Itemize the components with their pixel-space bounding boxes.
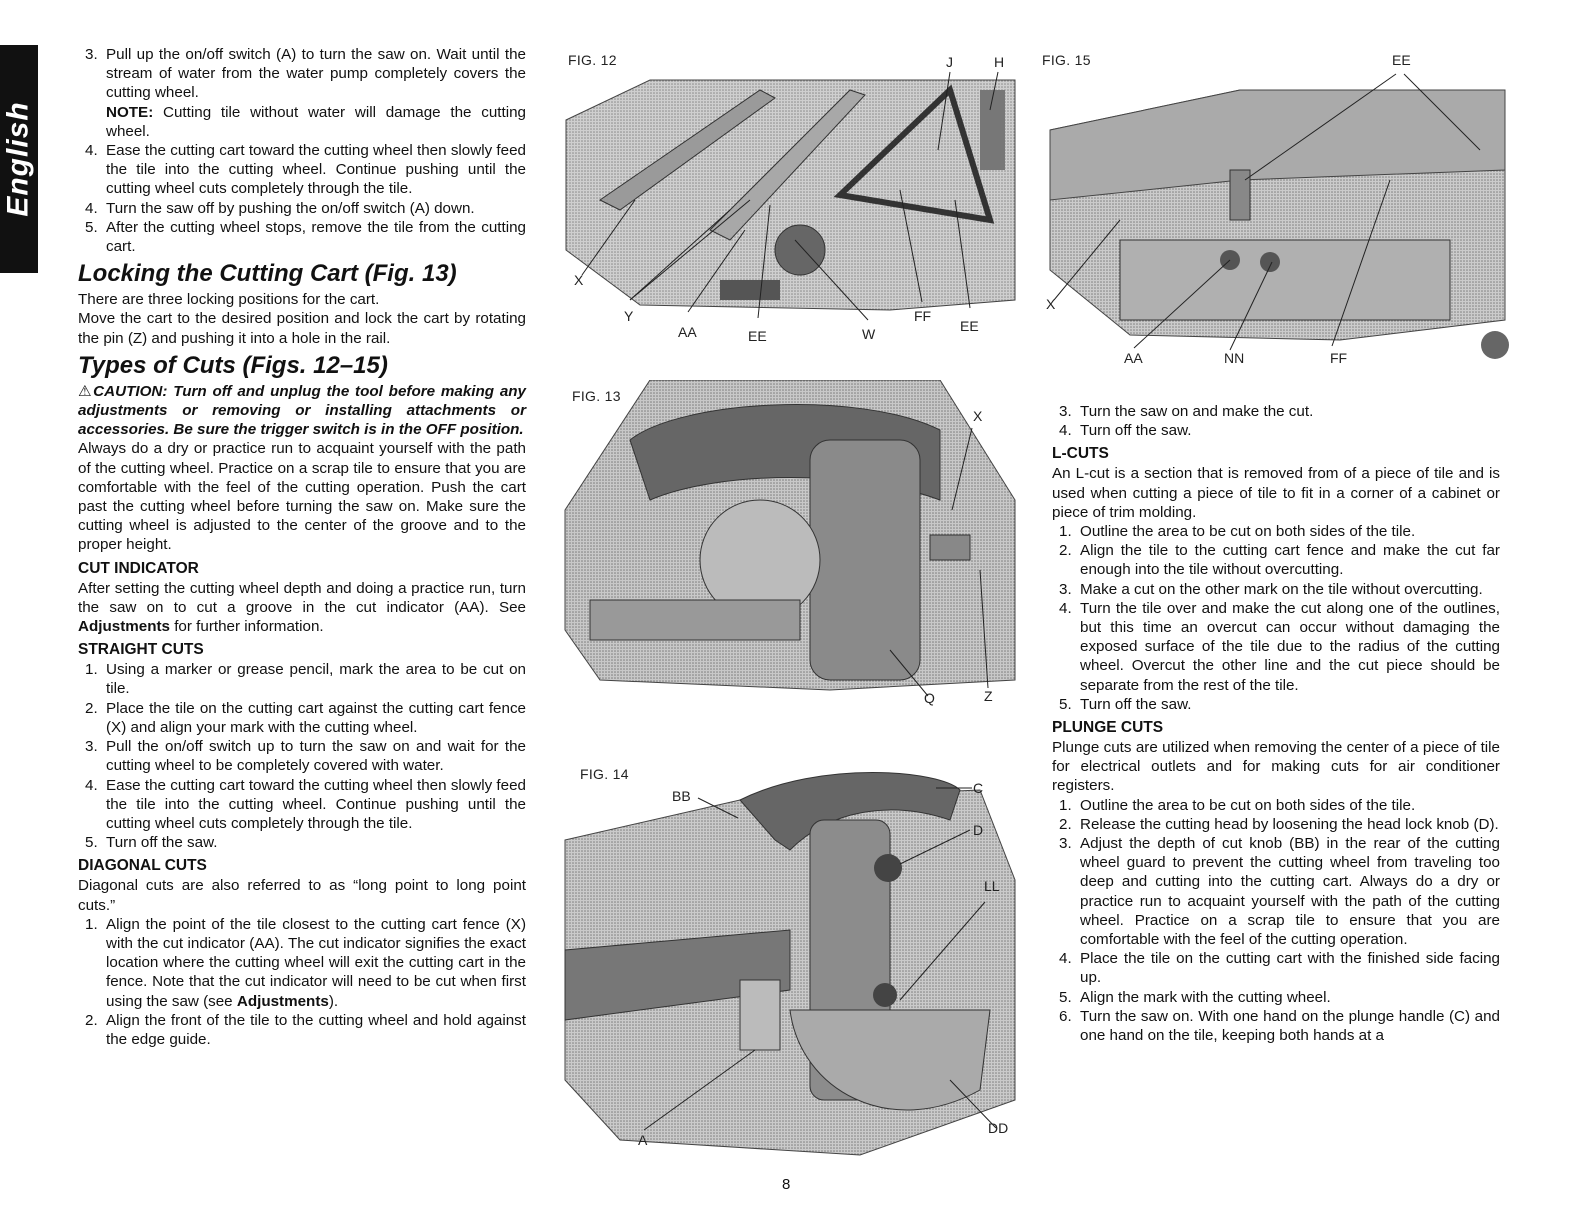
callout-a: A	[638, 1132, 648, 1148]
list-item: 3. Pull up the on/off switch (A) to turn the saw on. Wait until the stream of water from the water pump completely covers the cutting wheel.	[85, 46, 526, 102]
figure-12	[560, 50, 1020, 350]
figure-15	[1040, 50, 1510, 380]
callout-h: H	[994, 54, 1005, 70]
callout-y: Y	[624, 308, 634, 324]
note: NOTE: Cutting tile without water will damage the cutting wheel.	[106, 103, 526, 140]
figure-label: FIG. 13	[572, 388, 621, 404]
callout-ee: EE	[748, 328, 767, 344]
list-item: 5. After the cutting wheel stops, remove the tile from the cutting cart.	[85, 218, 526, 256]
callout-j: J	[946, 54, 953, 70]
list-item: 1. Using a marker or grease pencil, mark the area to be cut on tile.	[85, 661, 526, 698]
callout-d: D	[973, 822, 984, 838]
straight-cuts-heading: STRAIGHT CUTS	[78, 641, 204, 659]
callout-nn: NN	[1224, 350, 1245, 366]
list-item: 4. Ease the cutting cart toward the cutting wheel then slowly feed the tile into the cutting wheel. Continue pushing until the cutting wheel cuts completely through the tile.	[85, 142, 526, 198]
callout-aa: AA	[678, 324, 697, 340]
list-item: 4. Turn off the saw.	[1059, 422, 1192, 440]
figure-label: FIG. 15	[1042, 52, 1091, 68]
list-item: 5. Turn off the saw.	[1059, 695, 1192, 713]
callout-x: X	[574, 272, 584, 288]
list-item: 1. Outline the area to be cut on both sides of the tile.	[1059, 523, 1416, 541]
callout-ee: EE	[1392, 52, 1411, 68]
callout-x: X	[1046, 296, 1056, 312]
callout-ff: FF	[914, 308, 932, 324]
locking-heading: Locking the Cutting Cart (Fig. 13)	[78, 260, 457, 288]
language-tab-label: English	[2, 101, 35, 217]
figure-label: FIG. 12	[568, 52, 617, 68]
figure-13	[560, 380, 1020, 730]
figure-13-illustration	[560, 380, 1020, 730]
list-item: 5. Turn off the saw.	[85, 834, 218, 852]
list-item: 3. Adjust the depth of cut knob (BB) in the rear of the cutting wheel guard to prevent the cutting wheel from traveling too deep and cutting into the cutting cart. Always do a dry or practice run to acquaint yourself with the path of the cutting wheel. Practice on a scrap tile to ensure that you are comfortable with the feel of the cutting operation.	[1059, 835, 1500, 949]
list-item: 3. Make a cut on the other mark on the tile without overcutting.	[1059, 580, 1483, 598]
callout-bb: BB	[672, 788, 691, 804]
figure-15-illustration	[1040, 50, 1510, 380]
list-item: 1. Outline the area to be cut on both sides of the tile.	[1059, 796, 1416, 814]
list-item: 2. Align the tile to the cutting cart fence and make the cut far enough into the tile without overcutting.	[1059, 542, 1500, 579]
callout-ff: FF	[1330, 350, 1348, 366]
l-cuts-heading: L-CUTS	[1052, 445, 1109, 463]
callout-ee-2: EE	[960, 318, 979, 334]
callout-w: W	[862, 326, 876, 342]
list-item: 4. Turn the saw off by pushing the on/off switch (A) down.	[85, 199, 475, 217]
figure-14-illustration	[560, 760, 1020, 1160]
list-item: 3. Turn the saw on and make the cut.	[1059, 403, 1314, 420]
callout-ll: LL	[984, 878, 1000, 894]
cut-indicator-heading: CUT INDICATOR	[78, 559, 199, 577]
right-column	[1052, 402, 1500, 1045]
callout-z: Z	[984, 688, 993, 704]
callout-c: C	[973, 780, 984, 796]
paragraph: An L-cut is a section that is removed from of a piece of tile and is used when cutting a piece of tile to fit in a corner of a cabinet or piece of trim molding.	[1052, 465, 1500, 521]
figure-14	[560, 760, 1020, 1160]
paragraph: Diagonal cuts are also referred to as “long point to long point cuts.”	[78, 877, 526, 914]
list-item: 6. Turn the saw on. With one hand on the plunge handle (C) and one hand on the tile, keeping both hands at a	[1059, 1007, 1500, 1045]
figure-12-illustration	[560, 50, 1020, 350]
list-item: 4. Ease the cutting cart toward the cutting wheel then slowly feed the tile into the cutting wheel. Continue pushing until the cutting wheel cuts completely through the tile.	[85, 776, 526, 832]
list-item: 1. Align the point of the tile closest to the cutting cart fence (X) with the cut indicator (AA). The cut indicator signifies the exact location where the cutting wheel will exit the cutting cart in the fence. Note that the cut indicator will need to be cut when first using the saw (see Adjustments).	[85, 915, 526, 1010]
callout-dd: DD	[988, 1120, 1009, 1136]
list-item: 2. Release the cutting head by loosening the head lock knob (D).	[1059, 815, 1499, 833]
paragraph: Move the cart to the desired position and lock the cart by rotating the pin (Z) and pushing it into a hole in the rail.	[78, 310, 526, 347]
paragraph: Always do a dry or practice run to acquaint yourself with the path of the cutting wheel. Practice on a scrap tile to ensure that you are comfortable with the feel of the cutting operation. Push the cart past the cutting wheel before turning the saw on. Make sure the cutting wheel is adjusted to the center of the groove and to the proper height.	[78, 440, 526, 554]
list-item: 5. Align the mark with the cutting wheel.	[1059, 988, 1331, 1006]
types-heading: Types of Cuts (Figs. 12–15)	[78, 351, 388, 379]
list-item: 4. Place the tile on the cutting cart with the finished side facing up.	[1059, 950, 1500, 987]
caution-text: ⚠CAUTION: Turn off and unplug the tool before making any adjustments or removing or installing attachments or accessories. Be sure the trigger switch is in the OFF position.	[78, 382, 526, 439]
figure-label: FIG. 14	[580, 766, 629, 782]
paragraph: After setting the cutting wheel depth and doing a practice run, turn the saw on to cut a groove in the cut indicator (AA). See Adjustments for further information.	[78, 579, 526, 636]
callout-x: X	[973, 408, 983, 424]
diagonal-cuts-heading: DIAGONAL CUTS	[78, 857, 207, 875]
callout-aa: AA	[1124, 350, 1143, 366]
list-item: 4. Turn the tile over and make the cut along one of the outlines, but this time an overcut can occur without damaging the exposed surface of the tile due to the radius of the cutting wheel. Overcut the other line and the cut piece should be separate from the rest of the tile.	[1059, 599, 1500, 694]
list-item: 3. Pull the on/off switch up to turn the saw on and wait for the cutting wheel to be completely covered with water.	[85, 738, 526, 775]
paragraph: There are three locking positions for the cart.	[78, 291, 380, 309]
left-column	[78, 45, 526, 1049]
callout-q: Q	[924, 690, 935, 706]
paragraph: Plunge cuts are utilized when removing the center of a piece of tile for electrical outlets and for making cuts for air conditioner registers.	[1052, 739, 1500, 795]
list-item: 2. Place the tile on the cutting cart against the cutting cart fence (X) and align your mark with the cutting wheel.	[85, 699, 526, 736]
language-tab	[0, 45, 38, 273]
page-number: 8	[782, 1176, 791, 1193]
list-item: 2. Align the front of the tile to the cutting wheel and hold against the edge guide.	[85, 1011, 526, 1048]
plunge-cuts-heading: PLUNGE CUTS	[1052, 719, 1164, 737]
